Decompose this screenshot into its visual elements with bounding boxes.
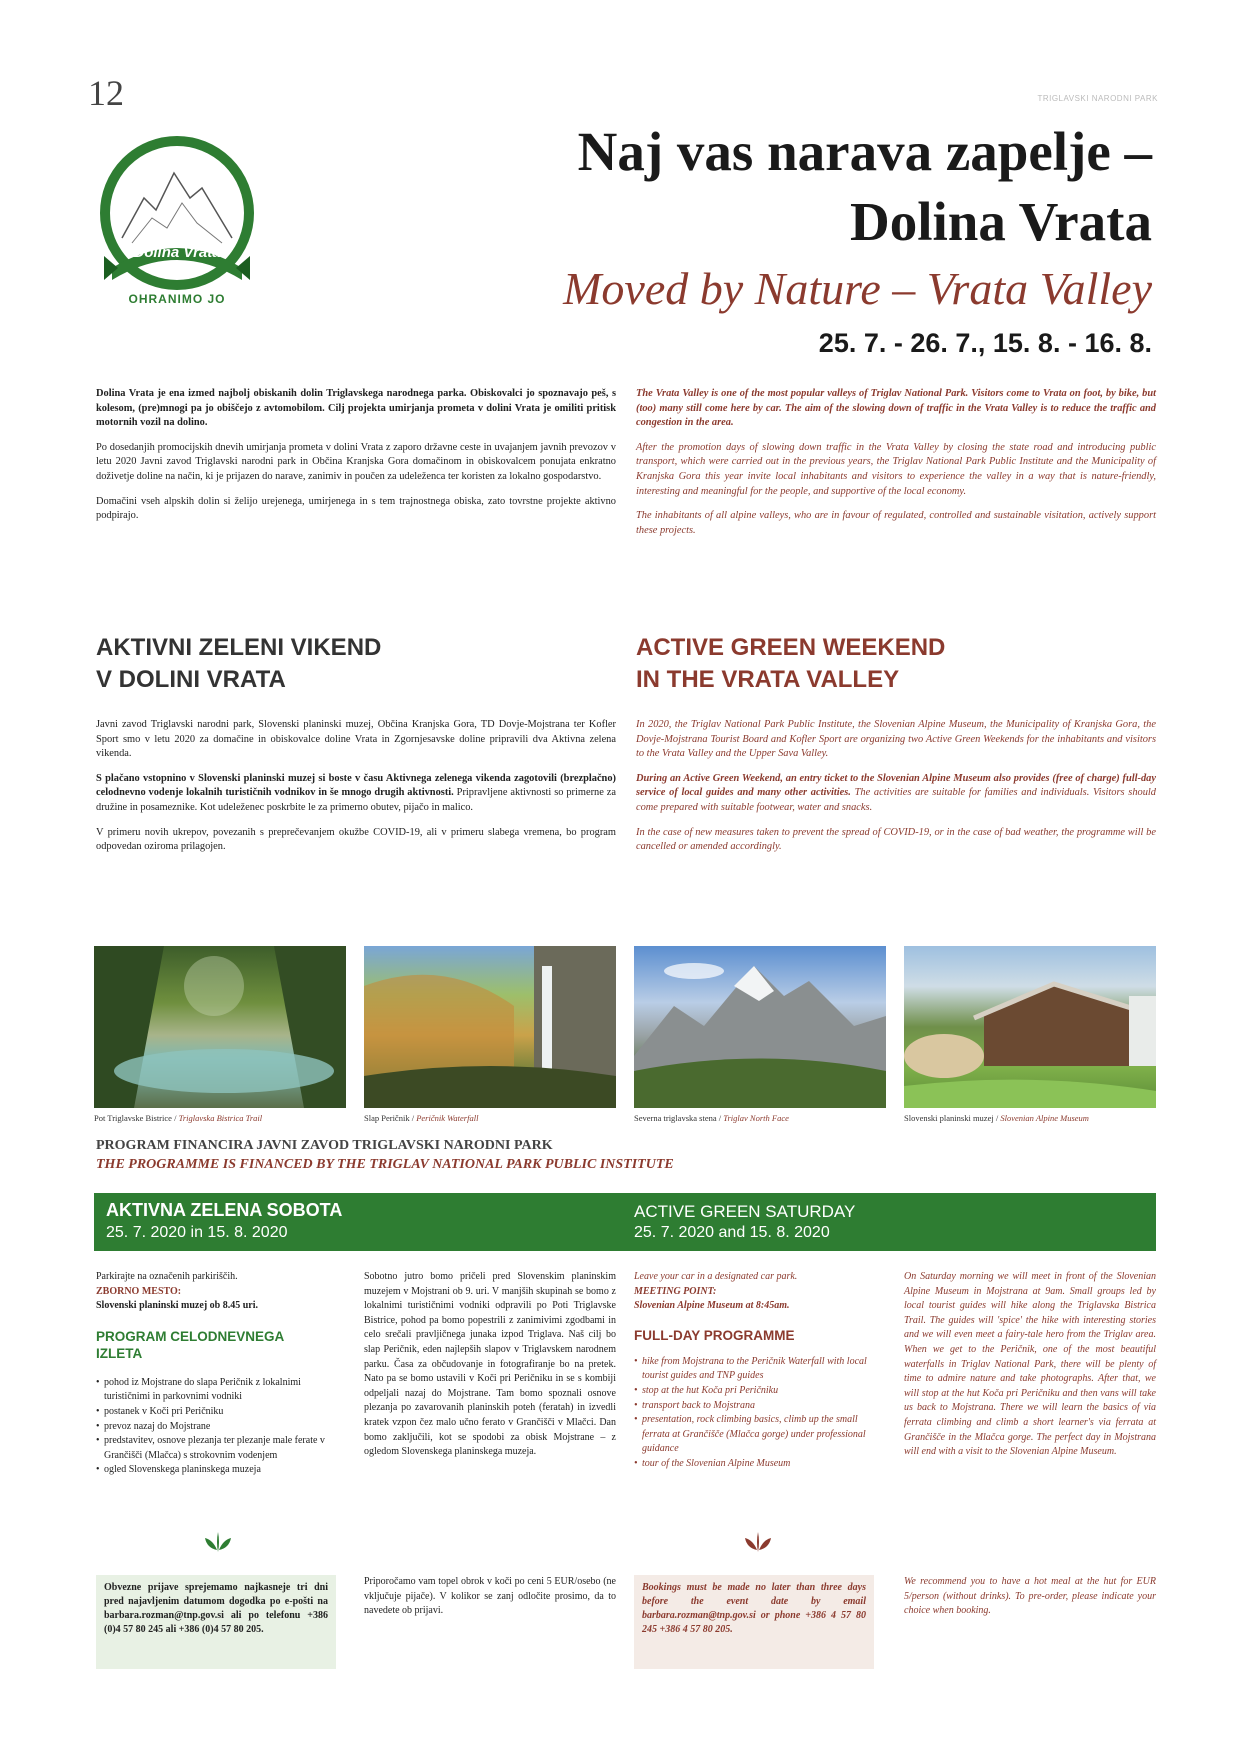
- caption-photo-1: Pot Triglavske Bistrice / Triglavska Bistrica Trail: [94, 1113, 263, 1123]
- program-list-si: [96, 1376, 336, 1478]
- banner-si-dates: 25. 7. 2020 in 15. 8. 2020: [106, 1224, 288, 1241]
- narrative-si: Sobotno jutro bomo pričeli pred Slovenskim planinskim muzejem v Mojstrani ob 9. uri. V manjših skupinah se bomo z lokalnimi turističnimi vodniki odpravili po Poti Triglavske Bistrice, pohod pa bomo popestrili z zanimivimi zgodbami in celo srečali pravljičnega junaka izpod Triglava. Naš cilj bo slap Peričnik, eden najlepših slapov v Triglavskem narodnem parku. Časa za občudovanje in fotografiranje bo na pretek. Nato pa se bomo ustavili v Koči pri Peričniku in se s kombiji odpeljali nazaj do Mojstrane. Tam bomo spoznali osnove plezanja po zavarovanih planinskih poteh (feratah) in izvedli kratek vzpon čez malo učno ferato v Grančišči v Mlačci. Dan bomo zaključili, kot se spodobi za obisk Mojstrane – z ogledom Slovenskega planinskega muzeja.: [364, 1271, 616, 1458]
- caption-photo-2-si: Slap Peričnik: [364, 1113, 410, 1123]
- caption-photo-2-en: Peričnik Waterfall: [416, 1113, 479, 1123]
- intro-si: [96, 387, 616, 524]
- leaf-ornament-icon: [203, 1530, 233, 1554]
- booking-text-en: Bookings must be made no later than three days before the event date by email barbara.rozman@tnp.gov.si or phone +386 4 57 80 245 +386 4 57 80 205.: [642, 1582, 866, 1635]
- weekend-en-heading-line2: IN THE VRATA VALLEY: [636, 666, 900, 693]
- caption-photo-1-si: Pot Triglavske Bistrice: [94, 1113, 172, 1123]
- event-dates: 25. 7. - 26. 7., 15. 8. - 16. 8.: [818, 328, 1152, 358]
- intro-si-p2: Po dosedanjih promocijskih dnevih umirjanja prometa v dolini Vrata z zaporo državne ceste in uvajanjem javnih prevozov v letu 2020 Javni zavod Triglavski narodni park in Občina Kranjska Gora domačinom in obiskovalcem ponujata enkratno doživetje doline na način, ki je prijazen do narave, zanimiv in poučen za udeleženca ter koristen za lokalno gospodarstvo.: [96, 441, 616, 482]
- intro-si-p3: Domačini vseh alpskih dolin si želijo urejenega, umirjenega in s tem trajnostnega obiska, zato tovrstne projekte aktivno podpirajo.: [96, 495, 616, 522]
- caption-photo-4-en: Slovenian Alpine Museum: [1000, 1113, 1089, 1123]
- intro-en-lead: The Vrata Valley is one of the most popular valleys of Triglav National Park. Visitors come to Vrata on foot, by bike, but (too) many still come here by car. The aim of the slowing down of traffic in the Vrata Valley is to reduce the traffic and congestion in the area.: [636, 388, 1156, 429]
- weekend-en-p1: In 2020, the Triglav National Park Public Institute, the Slovenian Alpine Museum, the Municipality of Kranjska Gora, the Dovje-Mojstrana Tourist Board and Kofler Sport are organizing two Active Green Weekends for the inhabitants and visitors to the Vrata Valley and the Upper Sava Valley.: [636, 719, 1156, 760]
- logo-ribbon-text: Dolina Vrata: [133, 244, 221, 261]
- parking-note-si: Parkirajte na označenih parkiriščih.: [96, 1271, 238, 1282]
- page-subtitle: Moved by Nature – Vrata Valley: [563, 263, 1152, 314]
- meeting-point-value-si: Slovenski planinski muzej ob 8.45 uri.: [96, 1300, 258, 1312]
- weekend-si-heading-line2: V DOLINI VRATA: [96, 666, 286, 693]
- program-item-en: • presentation, rock climbing basics, climb up the small ferrata at Grančišče (Mlačca gorge) under professional guidance: [634, 1413, 874, 1457]
- photo-triglavska-bistrica-trail: [94, 946, 346, 1108]
- parking-note-en: Leave your car in a designated car park.: [634, 1271, 798, 1282]
- weekend-si-p2-bold: S plačano vstopnino v Slovenski planinski muzej si boste v času Aktivnega zelenega vikenda zagotovili (brezplačno) celodnevno vodenje lokalnih turističnih vodnikov in še mnogo drugih aktivnosti.: [96, 772, 616, 799]
- logo-motto: OHRANIMO JO: [128, 292, 226, 306]
- program-item-si: • ogled Slovenskega planinskega muzeja: [96, 1463, 336, 1478]
- intro-en-p3: The inhabitants of all alpine valleys, who are in favour of regulated, controlled and sustainable visitation, actively support these projects.: [636, 510, 1156, 536]
- intro-en: [636, 387, 1156, 538]
- booking-box-en: [634, 1575, 874, 1669]
- program-item-en: • stop at the hut Koča pri Peričniku: [634, 1384, 874, 1399]
- saturday-si-meal: [364, 1575, 616, 1619]
- program-item-si: • prevoz nazaj do Mojstrane: [96, 1420, 336, 1435]
- dolina-vrata-logo: [82, 128, 272, 318]
- financing-en: THE PROGRAMME IS FINANCED BY THE TRIGLAV NATIONAL PARK PUBLIC INSTITUTE: [96, 1157, 674, 1172]
- program-item-si: • postanek v Koči pri Peričniku: [96, 1405, 336, 1420]
- weekend-si-p2-rest: Pripravljene aktivnosti so primerne za družine in posameznike. Kot udeleženec poskrbite le za primerno obutev, pijačo in malico.: [96, 787, 616, 813]
- saturday-en-info: [634, 1270, 874, 1472]
- intro-en-p2: After the promotion days of slowing down traffic in the Vrata Valley by closing the state road and introducing public transport, which were carried out in the previous years, the Triglav National Park Public Institute and the Municipality of Kranjska Gora this year invite local inhabitants and visitors to experience the valley in a way that is nature-friendly, interesting and meaningful for the people, and supportive of the local economy.: [636, 441, 1156, 497]
- program-item-si: • predstavitev, osnove plezanja ter plezanje male ferate v Grančišči (Mlačca) s strokovnim vodenjem: [96, 1434, 336, 1463]
- page-title-line2: Dolina Vrata: [850, 191, 1152, 252]
- program-heading-si: [96, 1328, 336, 1362]
- caption-photo-4: Slovenski planinski muzej / Slovenian Alpine Museum: [904, 1113, 1089, 1123]
- program-heading-si-line1: PROGRAM CELODNEVNEGA: [96, 1328, 285, 1344]
- meal-note-en: We recommend you to have a hot meal at the hut for EUR 5/person (without drinks). To pre-order, please indicate your choice when booking.: [904, 1576, 1156, 1617]
- weekend-en-p2-bold: During an Active Green Weekend, an entry ticket to the Slovenian Alpine Museum also provides (free of charge) full-day service of local guides and many other activities.: [636, 772, 1156, 799]
- program-item-en: • transport back to Mojstrana: [634, 1399, 874, 1414]
- program-heading-en: FULL-DAY PROGRAMME: [634, 1327, 795, 1343]
- weekend-en-p2: [636, 772, 1156, 816]
- booking-text-si: Obvezne prijave sprejemamo najkasneje tri dni pred najavljenim datumom dogodka po e-pošti na barbara.rozman@tnp.gov.si ali po telefonu +386 (0)4 57 80 245 ali +386 (0)4 57 80 205.: [104, 1582, 328, 1635]
- weekend-si-heading-line1: AKTIVNI ZELENI VIKEND: [96, 634, 382, 661]
- saturday-si-narrative: [364, 1270, 616, 1460]
- photo-triglav-north-face: [634, 946, 886, 1108]
- saturday-en-meal: [904, 1575, 1156, 1619]
- weekend-si-p3: V primeru novih ukrepov, povezanih s preprečevanjem okužbe COVID-19, ali v primeru slabega vremena, bo program odpovedan oziroma prilagojen.: [96, 826, 616, 853]
- banner-en-title: ACTIVE GREEN SATURDAY: [634, 1202, 856, 1221]
- page-title-line1: Naj vas narava zapelje –: [577, 121, 1152, 182]
- program-item-si: • pohod iz Mojstrane do slapa Peričnik z lokalnimi turističnimi in parkovnimi vodniki: [96, 1376, 336, 1405]
- saturday-banner: [94, 1193, 1156, 1251]
- program-item-en: • tour of the Slovenian Alpine Museum: [634, 1457, 874, 1472]
- program-list-en: [634, 1355, 874, 1472]
- program-item-en: • hike from Mojstrana to the Peričnik Waterfall with local tourist guides and TNP guides: [634, 1355, 874, 1384]
- weekend-en-heading-line1: ACTIVE GREEN WEEKEND: [636, 634, 946, 661]
- meeting-point-label-en: MEETING POINT:: [634, 1285, 717, 1297]
- photo-slovenian-alpine-museum: [904, 946, 1156, 1108]
- weekend-si-p2: [96, 772, 616, 816]
- caption-photo-2: Slap Peričnik / Peričnik Waterfall: [364, 1113, 479, 1123]
- leaf-ornament-icon: [743, 1530, 773, 1554]
- caption-photo-3-si: Severna triglavska stena: [634, 1113, 717, 1123]
- weekend-si-heading: [96, 632, 381, 696]
- narrative-en: On Saturday morning we will meet in front of the Slovenian Alpine Museum in Mojstrana at 9am. Small groups led by local tourist guides will hike along the Triglavska Bistrica Trail. The guides will 'spice' the hike with interesting stories and we will even meet a fairy-tale hero from the Triglav area. When we get to the Peričnik, one of the most beautiful waterfalls in Triglav National Park, there will be plenty of time to admire nature and take photographs. After that, we will stop at the hut Koča pri Peričniku and then vans will take us back to Mojstrana. There we will learn the basics of via ferrata climbing and climb a short learner's via ferrata at Grančišče in the Mlačca gorge. The perfect day in Mojstrana will end with a visit to the Slovenian Alpine Museum.: [904, 1271, 1156, 1458]
- saturday-en-narrative: [904, 1270, 1156, 1460]
- weekend-en-p2-rest: The activities are suitable for families and individuals. Visitors should come prepared with suitable footwear, water and snacks.: [636, 787, 1156, 813]
- caption-photo-1-en: Triglavska Bistrica Trail: [178, 1113, 263, 1123]
- intro-si-lead: Dolina Vrata je ena izmed najbolj obiskanih dolin Triglavskega narodnega parka. Obiskovalci jo spoznavajo peš, s kolesom, (pre)mnogi pa jo obiščejo z avtomobilom. Cilj projekta umirjanja prometa v dolini Vrata je omiliti pritisk motornih vozil na dolino.: [96, 388, 616, 429]
- running-header: TRIGLAVSKI NARODNI PARK: [1037, 94, 1158, 103]
- booking-box-si: [96, 1575, 336, 1669]
- meeting-point-value-en: Slovenian Alpine Museum at 8:45am.: [634, 1300, 790, 1312]
- financing-si: PROGRAM FINANCIRA JAVNI ZAVOD TRIGLAVSKI NARODNI PARK: [96, 1138, 553, 1153]
- meeting-point-label-si: ZBORNO MESTO:: [96, 1285, 182, 1297]
- weekend-en-p3: In the case of new measures taken to prevent the spread of COVID-19, or in the case of bad weather, the programme will be cancelled or amended accordingly.: [636, 826, 1156, 853]
- program-heading-si-line2: IZLETA: [96, 1345, 143, 1361]
- weekend-en-heading: [636, 632, 945, 696]
- weekend-si-body: [96, 718, 616, 855]
- caption-photo-3: Severna triglavska stena / Triglav North Face: [634, 1113, 789, 1123]
- saturday-si-info: [96, 1270, 336, 1478]
- caption-photo-3-en: Triglav North Face: [723, 1113, 789, 1123]
- banner-si-title: AKTIVNA ZELENA SOBOTA: [106, 1200, 343, 1220]
- weekend-si-p1: Javni zavod Triglavski narodni park, Slovenski planinski muzej, Občina Kranjska Gora, TD Dovje-Mojstrana ter Kofler Sport smo v letu 2020 za domačine in obiskovalce doline Vrata in Zgornjesavske doline pripravili dva Aktivna zelena vikenda.: [96, 719, 616, 760]
- meal-note-si: Priporočamo vam topel obrok v koči po ceni 5 EUR/osebo (ne vključuje pijače). V kolikor se zanj odločite prosimo, da to navedete ob prijavi.: [364, 1576, 616, 1617]
- banner-en-dates: 25. 7. 2020 and 15. 8. 2020: [634, 1224, 830, 1241]
- page-number: 12: [88, 73, 124, 113]
- weekend-en-body: [636, 718, 1156, 855]
- photo-pericnik-waterfall: [364, 946, 616, 1108]
- caption-photo-4-si: Slovenski planinski muzej: [904, 1113, 994, 1123]
